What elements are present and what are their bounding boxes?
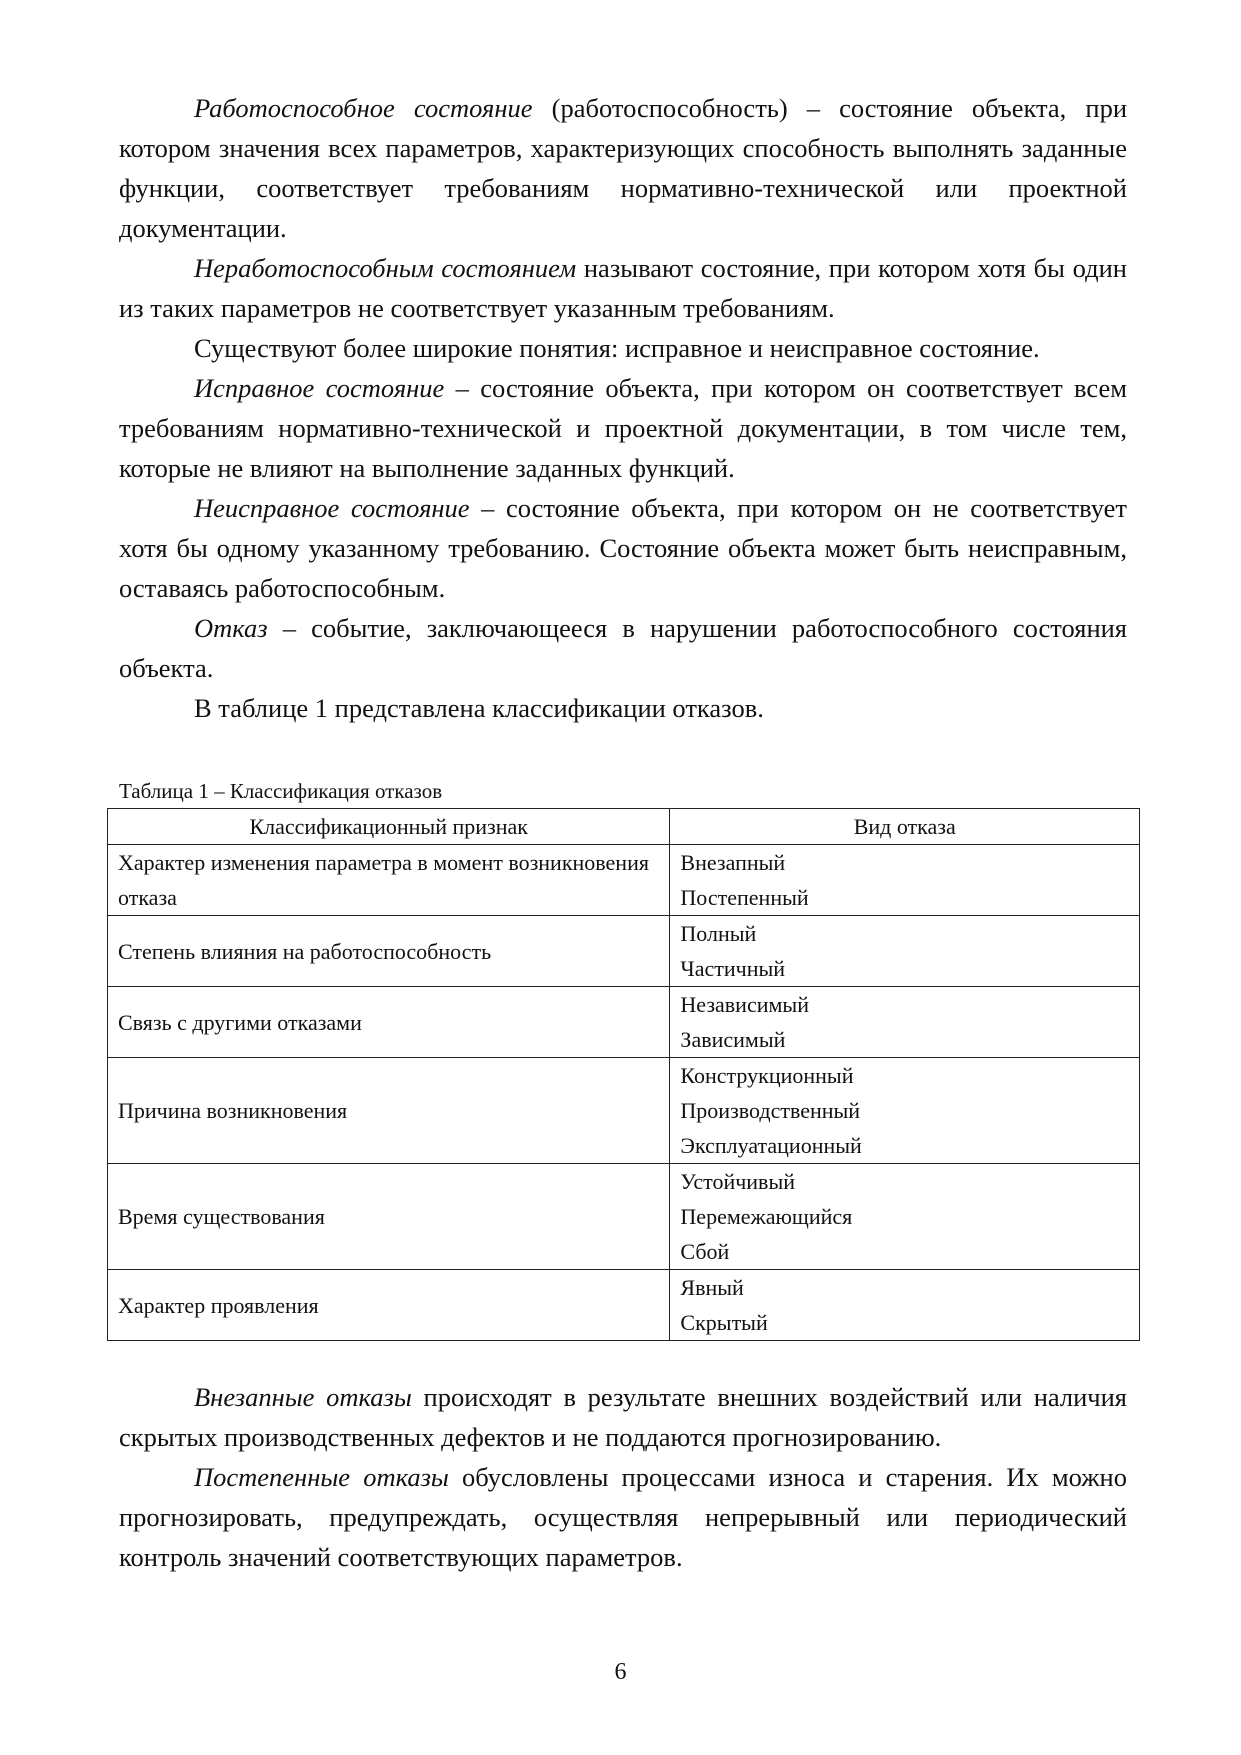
table-row [108, 1058, 1140, 1164]
failure-kind: Скрытый [680, 1310, 768, 1335]
table-row [108, 1270, 1140, 1341]
paragraph [119, 608, 1127, 688]
paragraph [119, 688, 1127, 728]
kinds-cell [670, 1164, 1140, 1270]
table-row [108, 916, 1140, 987]
term: Работоспособное состояние [194, 93, 533, 123]
failure-kind: Полный [680, 921, 757, 946]
kinds-cell [670, 987, 1140, 1058]
paragraph [119, 1377, 1127, 1457]
classification-table [107, 808, 1140, 1341]
kinds-cell [670, 1058, 1140, 1164]
failure-kind: Перемежающийся [680, 1204, 853, 1229]
failure-kind: Зависимый [680, 1027, 786, 1052]
term: Постепенные отказы [194, 1462, 449, 1492]
kinds-cell [670, 916, 1140, 987]
feature-cell: Причина возникновения [108, 1058, 670, 1164]
body-text-top [119, 88, 1127, 728]
kinds-cell [670, 845, 1140, 916]
feature-cell: Время существования [108, 1164, 670, 1270]
paragraph [119, 328, 1127, 368]
paragraph [119, 368, 1127, 488]
body-text-bottom [119, 1377, 1127, 1577]
term: Исправное состояние [194, 373, 445, 403]
paragraph-text: Существуют более широкие понятия: исправное и неисправное состояние. [194, 333, 1040, 363]
column-header: Классификационный признак [108, 809, 670, 845]
term: Внезапные отказы [194, 1382, 412, 1412]
failure-kind: Производственный [680, 1098, 861, 1123]
table-row [108, 845, 1140, 916]
table-header-row [108, 809, 1140, 845]
term: Отказ [194, 613, 268, 643]
kinds-cell [670, 1270, 1140, 1341]
failure-kind: Явный [680, 1275, 744, 1300]
table-caption: Таблица 1 – Классификация отказов [119, 779, 443, 803]
table-row [108, 1164, 1140, 1270]
paragraph-text: – состояние объекта, при котором он соответствует всем требованиям нормативно-технической и проектной документации, в том числе тем, которые не влияют на выполнение заданных функций. [119, 373, 1127, 483]
paragraph-text: обусловлены процессами износа и старения. Их можно прогнозировать, предупреждать, осуществляя непрерывный или периодический контроль значений соответствующих параметров. [119, 1462, 1127, 1572]
table-row [108, 987, 1140, 1058]
paragraph-text: – состояние объекта, при котором он не соответствует хотя бы одному указанному требованию. Состояние объекта может быть неисправным, оставаясь работоспособным. [119, 493, 1127, 603]
paragraph-text: называют состояние, при котором хотя бы один из таких параметров не соответствует указанным требованиям. [119, 253, 1127, 323]
failure-kind: Конструкционный [680, 1063, 854, 1088]
paragraph [119, 488, 1127, 608]
column-header: Вид отказа [670, 809, 1140, 845]
term: Неисправное состояние [194, 493, 470, 523]
paragraph-text: – событие, заключающееся в нарушении работоспособного состояния объекта. [119, 613, 1127, 683]
feature-cell: Характер проявления [108, 1270, 670, 1341]
feature-cell: Связь с другими отказами [108, 987, 670, 1058]
failure-kind: Сбой [680, 1239, 730, 1264]
feature-cell: Характер изменения параметра в момент возникновения отказа [108, 845, 670, 916]
failure-kind: Независимый [680, 992, 809, 1017]
failure-kind: Устойчивый [680, 1169, 795, 1194]
paragraph-text: В таблице 1 представлена классификации отказов. [194, 693, 764, 723]
failure-kind: Внезапный [680, 850, 786, 875]
term: Неработоспособным состоянием [194, 253, 577, 283]
paragraph [119, 1457, 1127, 1577]
failure-kind: Частичный [680, 956, 786, 981]
feature-cell: Степень влияния на работоспособность [108, 916, 670, 987]
page-number: 6 [614, 1659, 627, 1685]
failure-kind: Постепенный [680, 885, 809, 910]
paragraph [119, 248, 1127, 328]
failure-kind: Эксплуатационный [680, 1133, 862, 1158]
paragraph-text: происходят в результате внешних воздействий или наличия скрытых производственных дефектов и не поддаются прогнозированию. [119, 1382, 1127, 1452]
paragraph-text: (работоспособность) – состояние объекта, при котором значения всех параметров, характеризующих способность выполнять заданные функции, соответствует требованиям нормативно-технической или проектной документации. [119, 93, 1127, 243]
paragraph [119, 88, 1127, 248]
